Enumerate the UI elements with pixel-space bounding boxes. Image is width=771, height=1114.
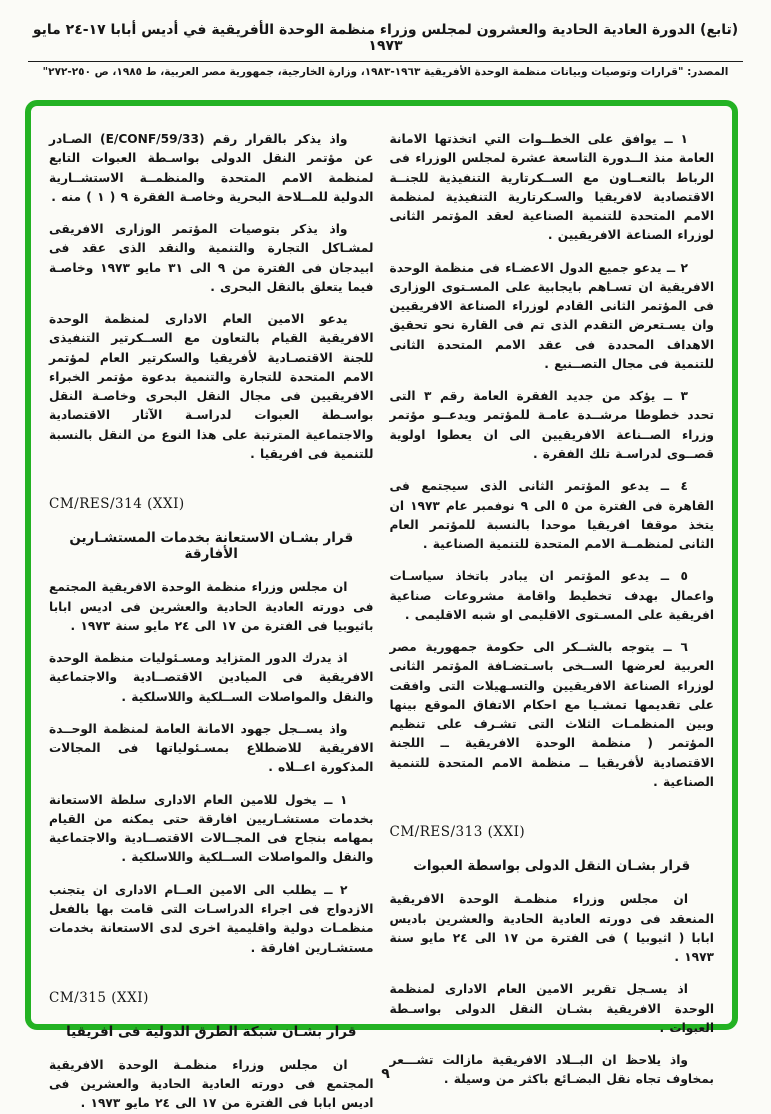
body-paragraph: ٤ ــ يدعو المؤتمر الثانى الذى سيجتمع فى القاهرة فى الفترة من ٥ الى ٩ نوفمبر عام ١٩٧٣ ان يتخذ موقفا افريقيا موحدا بالنسبة للمؤتمر العام الثانى لمنظمــة الامم المتحدة للتنمية الصناعية . (389, 479, 714, 552)
resolution-code: CM/RES/314 (XXI) (49, 496, 185, 513)
body-paragraph: واذ يســجل جهود الامانة العامة لمنظمة الوحــدة الافريقية للاضطلاع بمسـئولياتها فى المجالات المذكورة اعــلاه . (49, 721, 374, 775)
left-column (49, 130, 374, 1111)
body-paragraph: واذ يلاحظ ان البــلاد الافريقية مازالت تشـــعر بمخاوف تجاه نقل البضـائع باكثر من وسيلة . (389, 1053, 714, 1087)
right-column (389, 130, 715, 1087)
body-paragraph: ٥ ــ يدعو المؤتمر ان يبادر باتخاذ سياسـات واعمال بهدف تخطيط واقامة مشروعات صناعية افريقية على المسـتوى الاقليمى او شبه الاقليمى . (389, 569, 714, 622)
resolution-title: قرار بشـان النقل الدولى بواسطة العبوات (413, 858, 691, 875)
body-paragraph: اذ يدرك الدور المتزايد ومسـئوليات منظمة الوحدة الافريقية فى الميادين الاقتصــادية والاجتماعية والنقل والمواصلات الســلكية واللاسلكية . (49, 651, 374, 704)
body-paragraph: ٢ ــ يطلب الى الامين العــام الادارى ان يتجنب الازدواج فى اجراء الدراسـات التى قامت بها بالفعل منظمـات دولية واقليمية اخرى لدى الاستعانة بخدمات مستشـارين افارقة . (49, 882, 374, 955)
page-number: ٩ (381, 1066, 390, 1082)
resolution-code: CM/RES/313 (XXI) (389, 824, 526, 841)
body-paragraph: اذ يسـجل تقرير الامين العام الادارى لمنظمة الوحدة الافريقية بشـان النقل الدولى بواسـطة العبوات . (389, 982, 714, 1035)
body-paragraph: ١ ــ يوافق على الخطــوات التي اتخذتها الامانة العامة منذ الــدورة التاسعة عشرة لمجلس الوزراء فى الرباط بالتعــاون مع الســكرتارية التنفيذية للجنــة الاقتصادية لافريقيا والسـكرتارية التنفيذية لمنظمة الامم المتحدة للتنمية الصناعية لعقد المؤتمر الثانى لوزراء الصناعة الافريقيين . (389, 132, 714, 243)
source-citation: المصدر: "قرارات وتوصيات وبيانات منظمة الوحدة الأفريقية ١٩٦٣-١٩٨٣، وزارة الخارجية، جمهورية مصر العربية، ط ١٩٨٥، ص ٢٥٠-٢٧٢" (42, 66, 729, 78)
two-column-layout (31, 106, 732, 1111)
body-paragraph: ٢ ــ يدعو جميع الدول الاعضـاء فى منظمة الوحدة الافريقية ان تسـاهم بايجابية على المسـتوى الوزارى فى المؤتمر الثانى القادم لوزراء الصناعة الافريقيين وان يسـتعرض التقدم الذى تم فى القارة نحو تحقيق الاهداف المحددة فى عقد الامم المتحدة الثانى للتنمية فى مجال التصــنيع . (389, 260, 714, 371)
body-paragraph: ٦ ــ يتوجه بالشــكر الى حكومة جمهورية مصر العربية لعرضها الســخى باسـتضـافة المؤتمر الثانى لوزراء الصناعة الافريقيين والتسـهيلات التى وافقت على تقديمها تمشـيا مع احكام الاتفاق الموقع بينها وبين المنظمـات الثلاث التى تشـرف على تنظيم المؤتمر ( منظمة الوحدة الافريقية ــ اللجنة الاقتصادية لأفريقيا ــ منظمة الامم المتحدة للتنمية الصناعية . (389, 640, 714, 789)
content-frame (25, 100, 738, 1111)
body-paragraph: ١ ــ يخول للامين العام الادارى سلطة الاستعانة بخدمات مستشـاريين افارقة حتى يمكنه من القيام بمهامه بنجاح فى المجــالات الاقتصــادية والاجتماعية والنقل والمواصلات الســلكية واللاسلكية . (49, 792, 374, 865)
page-header (28, 22, 743, 78)
resolution-title: قرار بشـان شبكة الطرق الدولية فى افريقيا (66, 1023, 357, 1040)
session-title: (تابع) الدورة العادية الحادية والعشرون لمجلس وزراء منظمة الوحدة الأفريقية في أديس أبابا ١٧-٢٤ مايو ١٩٧٣ (32, 22, 739, 54)
body-paragraph: ان مجلس وزراء منظمـة الوحدة الافريقية المنعقد فى دورته العادية الحادية والعشرين باديس ابابا ( اثيوبيا ) فى الفترة من ١٧ الى ٢٤ مايو سنة ١٩٧٣ . (389, 892, 714, 965)
resolution-code: CM/315 (XXI) (49, 989, 149, 1006)
body-paragraph: واذ يذكر بتوصيات المؤتمر الوزارى الافريقى لمشـاكل التجارة والتنمية والنقد الذى عقد فى ابيدجان فى الفترة من ٩ الى ٣١ مايو ١٩٧٣ وخاصـة فيما يتعلق بالنقل البحرى . (49, 222, 374, 294)
body-paragraph: ان مجلس وزراء منظمـة الوحدة الافريقية المجتمع فى دورته العادية الحادية والعشرين فى اديس ابابا فى الفترة من ١٧ الى ٢٤ مايو ١٩٧٣ . (49, 1057, 374, 1111)
body-paragraph: ان مجلس وزراء منظمة الوحدة الافريقية المجتمع فى دورته العادية الحادية والعشرين فى اديس ابابا باثيوبيا فى الفترة من ١٧ الى ٢٤ مايو سنة ١٩٧٣ . (49, 580, 374, 633)
resolution-title: قرار بشـان الاستعانة بخدمات المستشـارين الأفارقة (69, 530, 354, 563)
body-paragraph: يدعو الامين العام الادارى لمنظمة الوحدة الافريقية القيام بالتعاون مع الســكرتير التنفيذى للجنة الاقتصـادية لأفريقيا والسكرتير العام لمؤتمر الامم المتحدة للتجارة والتنمية بدعوة مؤتمر الخبراء الافريقيين فى مجال النقل البحرى وخاصـة النقل بواسـطة العبوات لدراسـة الآثار الاقتصادية والاجتماعية المترتبة على هذا النوع من النقل بالنسبة للتنمية فى افريقيا . (49, 312, 374, 461)
header-divider (28, 61, 743, 62)
body-paragraph: واذ يذكر بالقرار رقم (E/CONF/59/33) الصـادر عن مؤتمر النقل الدولى بواسـطة العبوات التابع لمنظمة الامم المتحدة والمنظمــة الاستشــارية الدولية للمــلاحة البحرية وخاصـة الفقرة ٩ ( ١ ) منه . (49, 132, 374, 204)
body-paragraph: ٣ ــ يؤكد من جديد الفقرة العامة رقم ٣ التى تحدد خطوطا مرشــدة عامـة للمؤتمر ويدعــو مؤتمر وزراء الصــناعة الافريقيين الى ان يعطوا اولوية قصــوى لدراسـة تلك الفقرة . (389, 389, 714, 461)
